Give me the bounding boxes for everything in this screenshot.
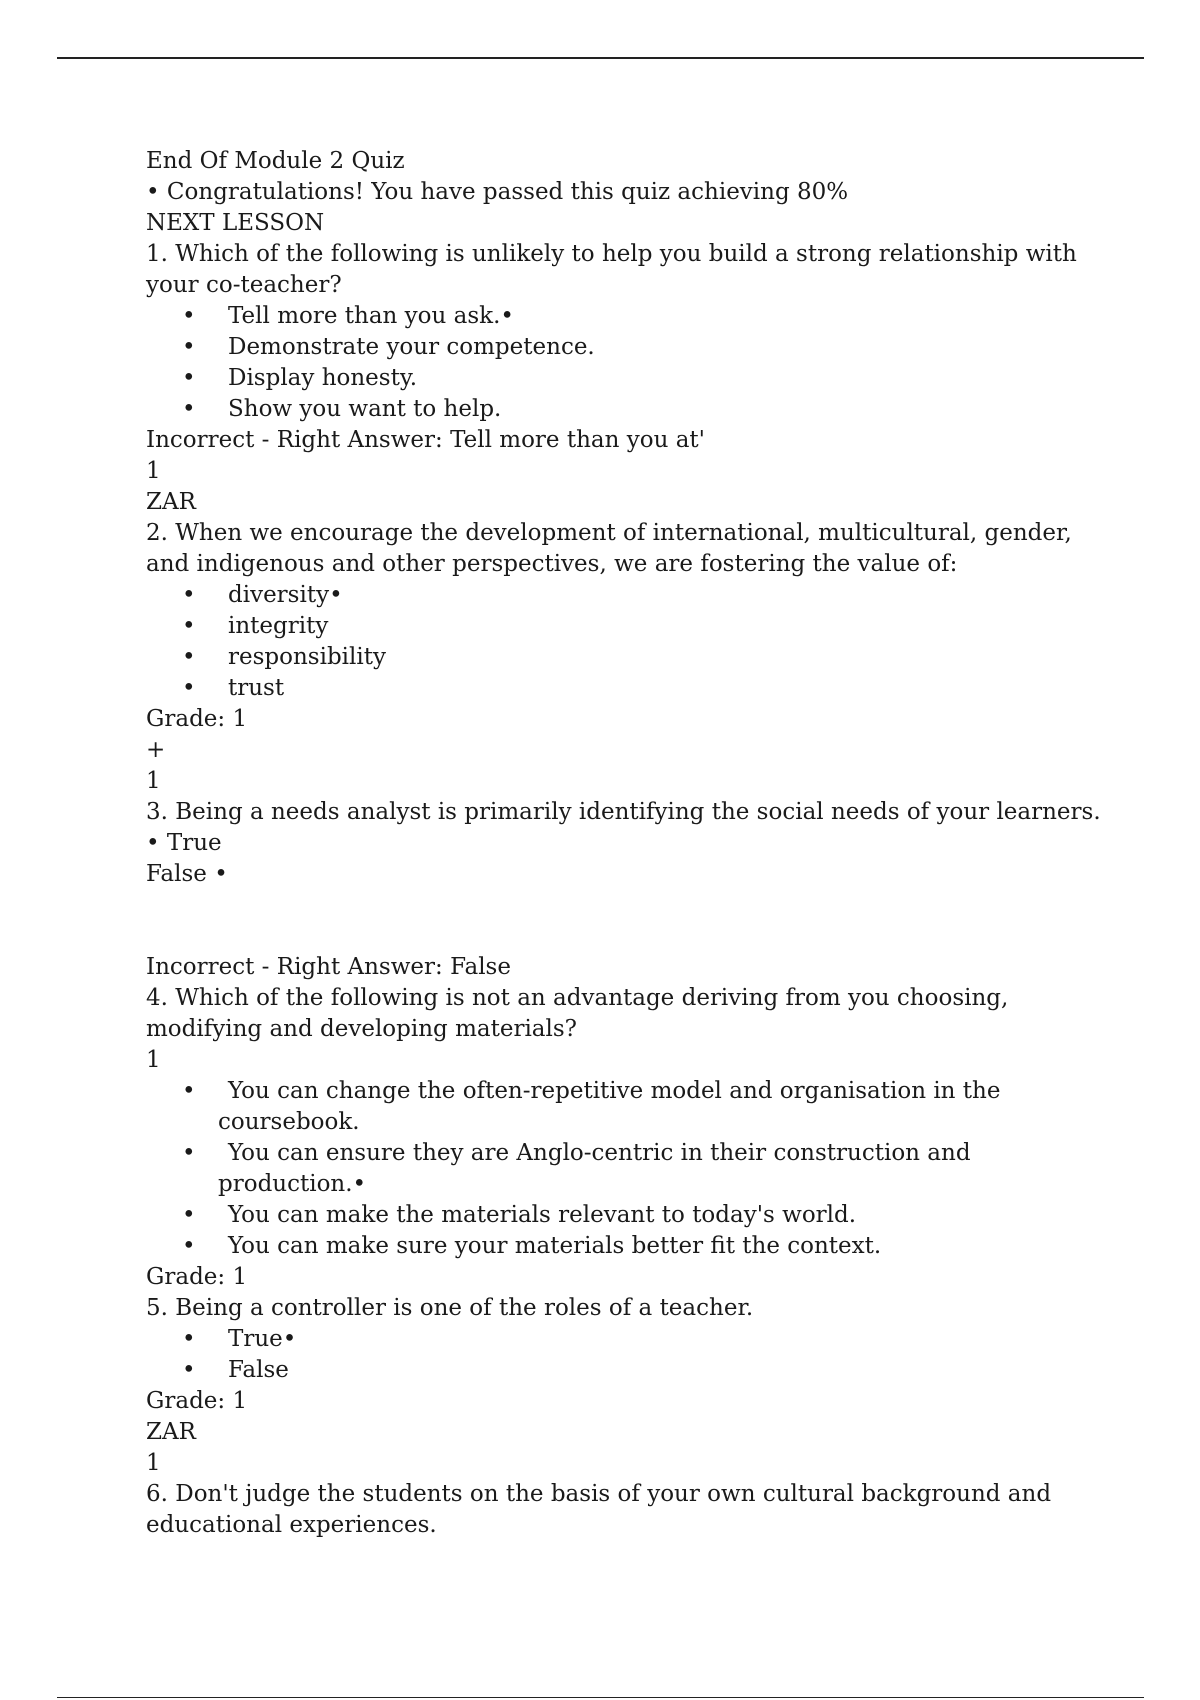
q4-score: 1 [146, 1047, 161, 1073]
bullet-icon: • [182, 613, 196, 639]
question-3-text: 3. Being a needs analyst is primarily identifying the social needs of your learners. [146, 799, 1101, 825]
q5-option-1: • True• [146, 1324, 1066, 1355]
question-4-text: 4. Which of the following is not an advantage deriving from you choosing, [146, 985, 1009, 1011]
q2-score: 1 [146, 768, 161, 794]
question-1-text: 1. Which of the following is unlikely to help you build a strong relationship with [146, 241, 1077, 267]
question-6-text-cont: educational experiences. [146, 1512, 437, 1538]
q4-option-1: • You can change the often-repetitive model and organisation in the coursebook. [182, 1078, 1001, 1135]
bullet-icon: • [182, 675, 196, 701]
question-2-text: 2. When we encourage the development of international, multicultural, gender, [146, 520, 1072, 546]
bullet-icon: • [182, 334, 196, 360]
q5-grade: Grade: 1 [146, 1388, 248, 1414]
q1-option-2: • Demonstrate your competence. [146, 332, 1066, 363]
footer-rule [57, 1697, 1144, 1698]
bullet-icon: • [182, 365, 196, 391]
q1-option-1: • Tell more than you ask.• [146, 301, 1066, 332]
bullet-icon: • [182, 396, 196, 422]
q2-option-3: • responsibility [146, 642, 1066, 673]
q4-option-3: • You can make the materials relevant to today's world. [146, 1200, 1066, 1231]
question-2-text-cont: and indigenous and other perspectives, we are fostering the value of: [146, 551, 958, 577]
bullet-icon: • [182, 303, 196, 329]
q2-option-2: • integrity [146, 611, 1066, 642]
q1-mark: ZAR [146, 489, 196, 515]
header-rule [57, 57, 1144, 59]
next-lesson-link[interactable]: NEXT LESSON [146, 210, 325, 236]
q1-option-3: • Display honesty. [146, 363, 1066, 394]
q5-mark: ZAR [146, 1419, 196, 1445]
q4-grade: Grade: 1 [146, 1264, 248, 1290]
bullet-icon: • [182, 1326, 196, 1352]
bullet-icon: • [182, 1078, 196, 1104]
bullet-icon: • [182, 644, 196, 670]
q5-score: 1 [146, 1450, 161, 1476]
question-6-text: 6. Don't judge the students on the basis of your own cultural background and [146, 1481, 1052, 1507]
q1-score: 1 [146, 458, 161, 484]
spacer [146, 890, 1066, 952]
q4-option-2: • You can ensure they are Anglo-centric in their construction and production.• [182, 1140, 971, 1197]
q1-option-4: • Show you want to help. [146, 394, 1066, 425]
q4-option-4: • You can make sure your materials better fit the context. [146, 1231, 1066, 1262]
q3-option-true: • True [146, 830, 222, 856]
page-title: End Of Module 2 Quiz [146, 148, 405, 174]
q2-option-1: • diversity• [146, 580, 1066, 611]
q2-grade: Grade: 1 [146, 706, 248, 732]
q3-option-false: False • [146, 861, 228, 887]
q1-result: Incorrect - Right Answer: Tell more than you at' [146, 427, 705, 453]
document-page [146, 146, 1101, 1541]
q3-result: Incorrect - Right Answer: False [146, 954, 511, 980]
question-5-text: 5. Being a controller is one of the roles of a teacher. [146, 1295, 754, 1321]
congratulations-message: • Congratulations! You have passed this quiz achieving 80% [146, 179, 849, 205]
question-1-text-cont: your co-teacher? [146, 272, 342, 298]
question-4-text-cont: modifying and developing materials? [146, 1016, 578, 1042]
bullet-icon: • [182, 1140, 196, 1166]
q2-option-4: • trust [146, 673, 1066, 704]
bullet-icon: • [182, 1202, 196, 1228]
bullet-icon: • [182, 582, 196, 608]
bullet-icon: • [182, 1357, 196, 1383]
bullet-icon: • [182, 1233, 196, 1259]
q2-plus: + [146, 737, 166, 763]
q5-option-2: • False [146, 1355, 1066, 1386]
